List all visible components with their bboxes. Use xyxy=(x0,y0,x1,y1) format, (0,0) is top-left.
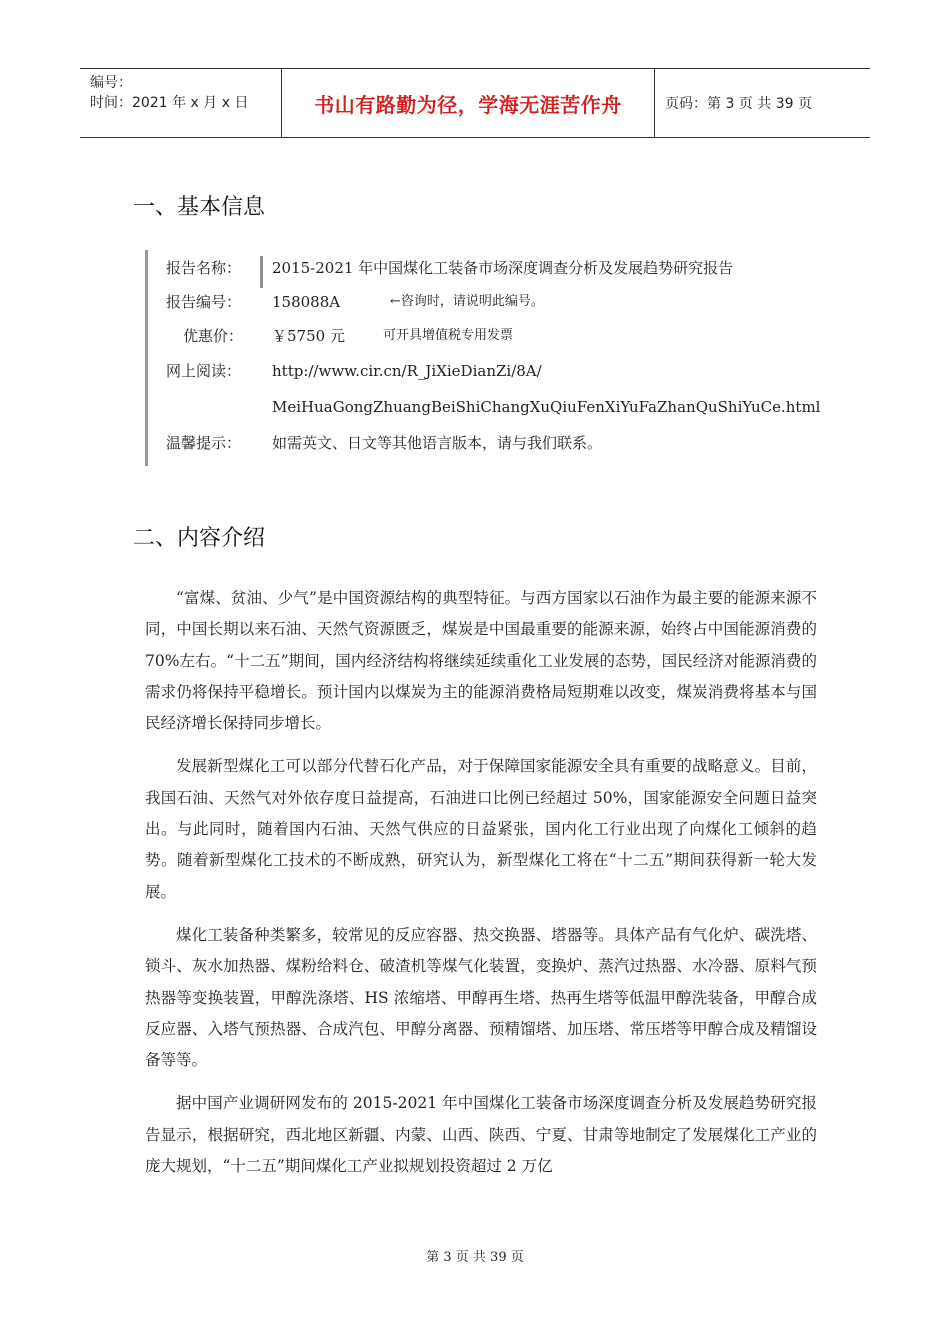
url-line-1[interactable]: http://www.cir.cn/R_JiXieDianZi/8A/ xyxy=(272,362,542,380)
tip-label: 温馨提示： xyxy=(166,434,242,452)
time-label: 时间：2021 年 x 月 x 日 xyxy=(90,95,249,111)
online-label: 网上阅读： xyxy=(166,362,242,380)
header-motto-cell xyxy=(282,69,655,137)
url-line-2[interactable]: MeiHuaGongZhuangBeiShiChangXuQiuFenXiYuFaZhanQuShiYuCe.html xyxy=(272,398,821,416)
number-label: 编号： xyxy=(90,75,132,91)
price-label: 优惠价： xyxy=(183,327,244,345)
body-text xyxy=(145,583,817,1194)
tip: 如需英文、日文等其他语言版本，请与我们联系。 xyxy=(272,434,603,452)
page-label: 页码：第 3 页 共 39 页 xyxy=(665,96,812,112)
report-name-label: 报告名称： xyxy=(166,259,242,277)
header-meta-cell xyxy=(80,69,282,137)
paragraph-4: 据中国产业调研网发布的 2015-2021 年中国煤化工装备市场深度调查分析及发展趋势研究报告显示，根据研究，西北地区新疆、内蒙、山西、陕西、宁夏、甘肃等地制定了发展煤化工产业的庞大规划，“十二五”期间煤化工产业拟规划投资超过 2 万亿 xyxy=(145,1094,817,1176)
section-title-basic: 一、基本信息 xyxy=(133,195,266,220)
paragraph-3: 煤化工装备种类繁多，较常见的反应容器、热交换器、塔器等。具体产品有气化炉、碳洗塔、锁斗、灰水加热器、煤粉给料仓、破渣机等煤气化装置，变换炉、蒸汽过热器、水冷器、原料气预热器等变换装置，甲醇洗涤塔、HS 浓缩塔、甲醇再生塔、热再生塔等低温甲醇洗装备，甲醇合成反应器、入塔气预热器、合成汽包、甲醇分离器、预精馏塔、加压塔、常压塔等甲醇合成及精馏设备等等。 xyxy=(145,925,817,1070)
price: ￥5750 元 xyxy=(272,327,345,345)
header-page-cell xyxy=(655,69,870,137)
report-name: 2015-2021 年中国煤化工装备市场深度调查分析及发展趋势研究报告 xyxy=(272,259,734,277)
info-box xyxy=(145,250,828,466)
section-title-content: 二、内容介绍 xyxy=(133,526,266,551)
paragraph-1: “富煤、贫油、少气”是中国资源结构的典型特征。与西方国家以石油作为最主要的能源来源不同，中国长期以来石油、天然气资源匮乏，煤炭是中国最重要的能源来源，始终占中国能源消费的 70%左右。“十二五”期间，国内经济结构将继续延续重化工业发展的态势，国民经济对能源消费的需求仍将保持平稳增长。预计国内以煤炭为主的能源消费格局短期难以改变，煤炭消费将基本与国民经济增长保持同步增长。 xyxy=(145,589,817,733)
header-table xyxy=(80,68,870,138)
page-footer: 第 3 页 共 39 页 xyxy=(426,1250,524,1265)
report-no-note: ←咨询时，请说明此编号。 xyxy=(390,294,544,309)
report-no-label: 报告编号： xyxy=(166,293,242,311)
report-no: 158088A xyxy=(272,293,341,311)
motto: 书山有路勤为径，学海无涯苦作舟 xyxy=(314,92,622,117)
price-note: 可开具增值税专用发票 xyxy=(383,328,514,343)
paragraph-2: 发展新型煤化工可以部分代替石化产品，对于保障国家能源安全具有重要的战略意义。目前，我国石油、天然气对外依存度日益提高，石油进口比例已经超过 50%，国家能源安全问题日益突出。与此同时，随着国内石油、天然气供应的日益紧张，国内化工行业出现了向煤化工倾斜的趋势。随着新型煤化工技术的不断成熟，研究认为，新型煤化工将在“十二五”期间获得新一轮大发展。 xyxy=(145,757,817,901)
